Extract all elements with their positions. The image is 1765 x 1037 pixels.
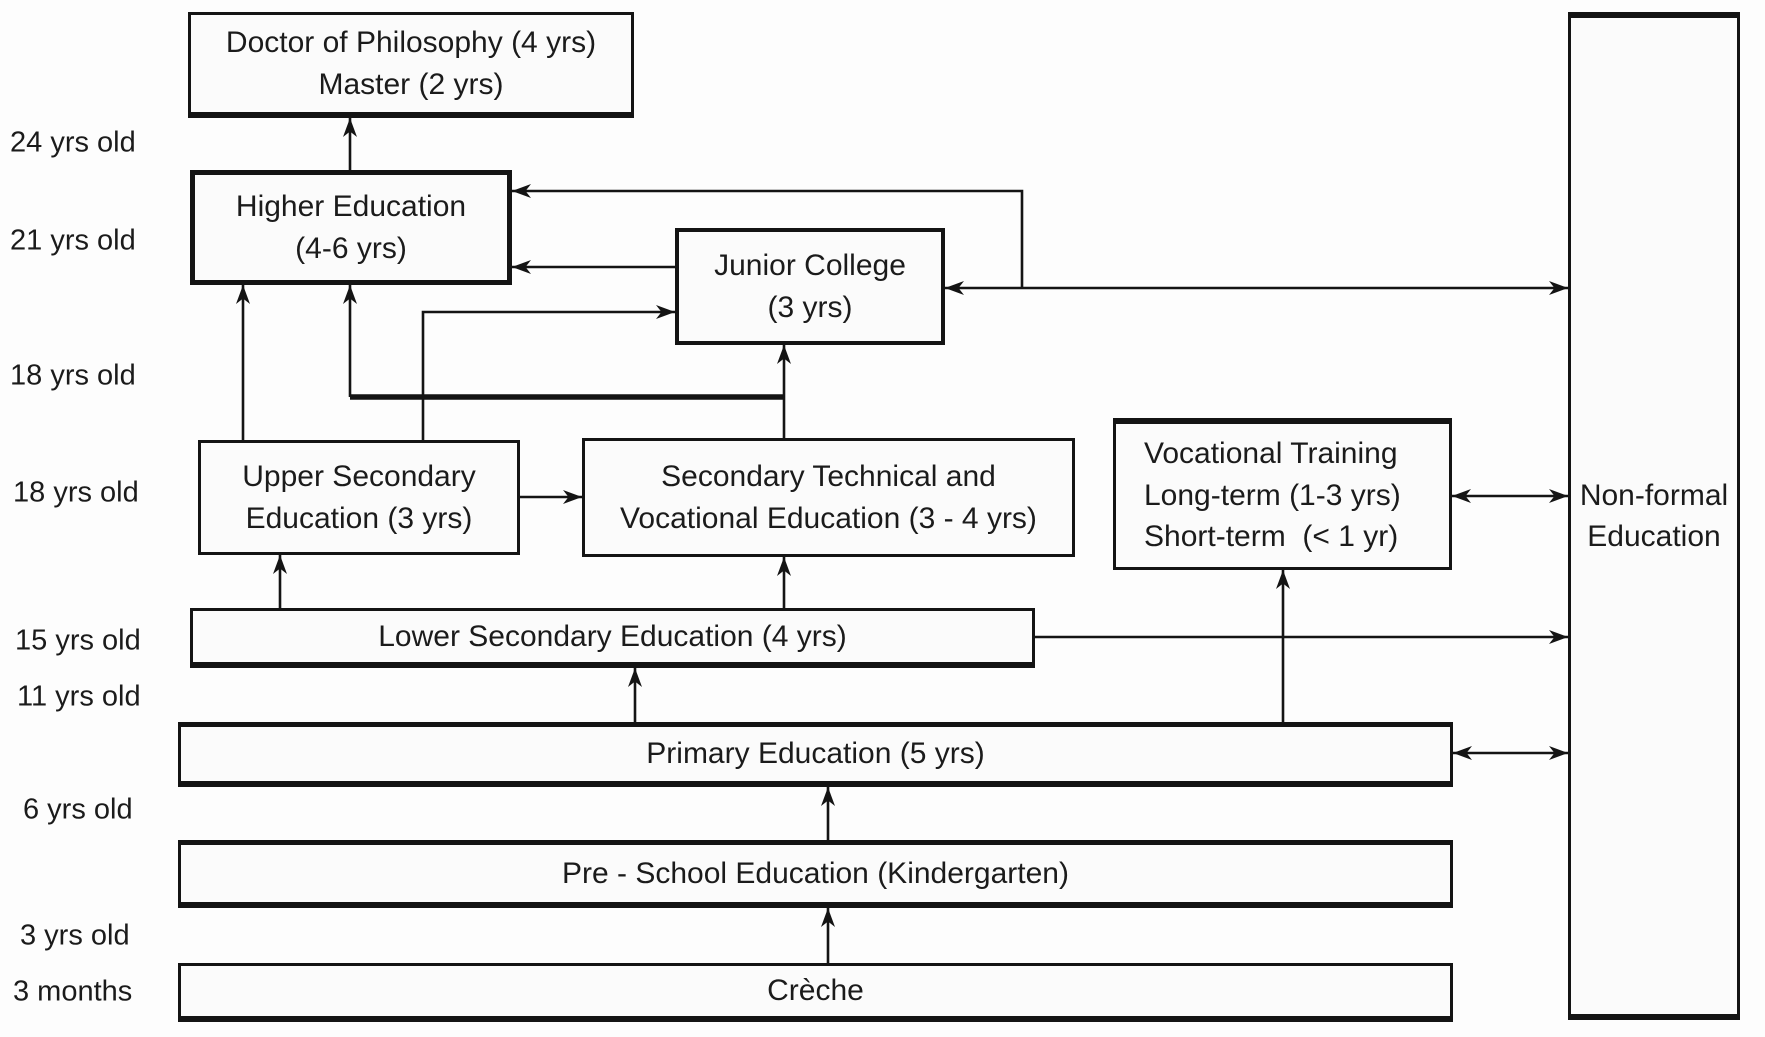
- node-label-line: Non-formal: [1579, 478, 1729, 512]
- node-label-line: (3 yrs): [767, 290, 853, 324]
- age-label: 11 yrs old: [17, 680, 141, 713]
- node-label-line: Pre - School Education (Kindergarten): [562, 856, 1069, 890]
- node-label-line: Secondary Technical and: [661, 460, 996, 494]
- node-label-line: Master (2 yrs): [318, 67, 504, 101]
- node-higher-education: [190, 170, 512, 285]
- node-vocational-training: [1113, 418, 1452, 570]
- node-primary: [178, 722, 1453, 787]
- age-label: 18 yrs old: [10, 359, 136, 392]
- node-label-line: Primary Education (5 yrs): [646, 737, 985, 771]
- node-label-line: Vocational Education (3 - 4 yrs): [620, 501, 1037, 535]
- node-label-line: Junior College: [714, 249, 906, 283]
- upper-secondary-to-junior-college-arrow: [423, 312, 675, 440]
- node-label-line: Education: [1587, 520, 1721, 553]
- node-label-line: Long-term (1-3 yrs): [1144, 478, 1401, 512]
- age-label: 15 yrs old: [15, 624, 141, 657]
- node-pre-school: [178, 840, 1453, 908]
- node-label-line: (4-6 yrs): [295, 231, 407, 265]
- node-label-line: Short-term (< 1 yr): [1144, 520, 1399, 554]
- age-label: 24 yrs old: [10, 126, 136, 159]
- node-secondary-technical: [582, 438, 1075, 557]
- node-lower-secondary: [190, 608, 1035, 668]
- node-label-line: Higher Education: [235, 190, 467, 224]
- node-label-line: Education (3 yrs): [245, 501, 473, 535]
- node-label-line: Upper Secondary: [242, 460, 476, 494]
- node-creche: [178, 963, 1453, 1022]
- node-label-line: Lower Secondary Education (4 yrs): [378, 619, 847, 653]
- node-doctor-master: [188, 12, 634, 118]
- age-label: 18 yrs old: [13, 476, 139, 509]
- node-label-line: Vocational Training: [1144, 437, 1398, 471]
- node-junior-college: [675, 228, 945, 345]
- node-label-line: Crèche: [767, 974, 864, 1008]
- node-upper-secondary: [198, 440, 520, 555]
- age-label: 6 yrs old: [23, 793, 133, 826]
- node-label-line: Doctor of Philosophy (4 yrs): [225, 26, 597, 60]
- age-label: 3 months: [13, 975, 133, 1008]
- age-label: 3 yrs old: [20, 919, 130, 952]
- node-non-formal-education: [1568, 12, 1740, 1020]
- age-label: 21 yrs old: [10, 224, 136, 257]
